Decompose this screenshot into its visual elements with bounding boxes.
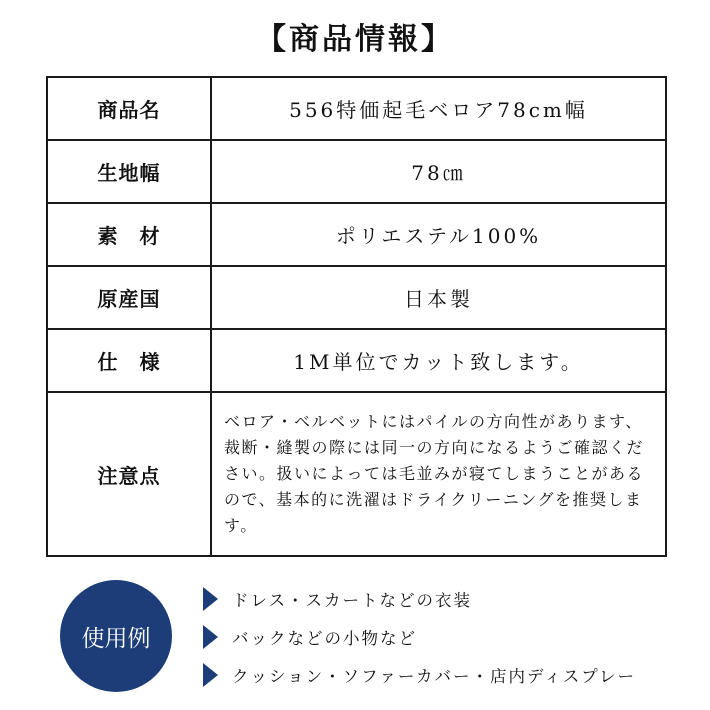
triangle-bullet-icon [203, 663, 218, 687]
row-label-fabric-width: 生地幅 [47, 140, 211, 203]
list-item [203, 618, 703, 656]
row-value-material: ポリエステル100% [211, 203, 666, 266]
usage-list [203, 580, 703, 694]
row-value-product-name: 556特価起毛ベロア78cm幅 [211, 77, 666, 140]
table-row [47, 266, 666, 329]
row-value-fabric-width: 78㎝ [211, 140, 666, 203]
row-label-product-name: 商品名 [47, 77, 211, 140]
row-value-origin: 日本製 [211, 266, 666, 329]
usage-badge: 使用例 [60, 580, 172, 692]
row-label-specification: 仕 様 [47, 329, 211, 392]
usage-item-label: ドレス・スカートなどの衣装 [232, 591, 473, 610]
row-label-caution: 注意点 [47, 392, 211, 556]
table-row [47, 329, 666, 392]
row-label-material: 素 材 [47, 203, 211, 266]
usage-item-label: バックなどの小物など [232, 629, 417, 648]
table-row [47, 140, 666, 203]
triangle-bullet-icon [203, 587, 218, 611]
product-info-table [46, 76, 667, 557]
page-title: 【商品情報】 [256, 22, 454, 57]
table-row [47, 392, 666, 556]
triangle-bullet-icon [203, 625, 218, 649]
list-item [203, 656, 703, 694]
table-row [47, 77, 666, 140]
table-row [47, 203, 666, 266]
row-value-caution: ベロア・ベルベットにはパイルの方向性があります、裁断・縫製の際には同一の方向になるようご確認ください。扱いによっては毛並みが寝てしまうことがあるので、基本的に洗濯はドライクリーニングを推奨します。 [211, 392, 666, 556]
usage-item-label: クッション・ソファーカバー・店内ディスプレー [232, 667, 637, 686]
row-label-origin: 原産国 [47, 266, 211, 329]
row-value-specification: 1M単位でカット致します。 [211, 329, 666, 392]
list-item [203, 580, 703, 618]
